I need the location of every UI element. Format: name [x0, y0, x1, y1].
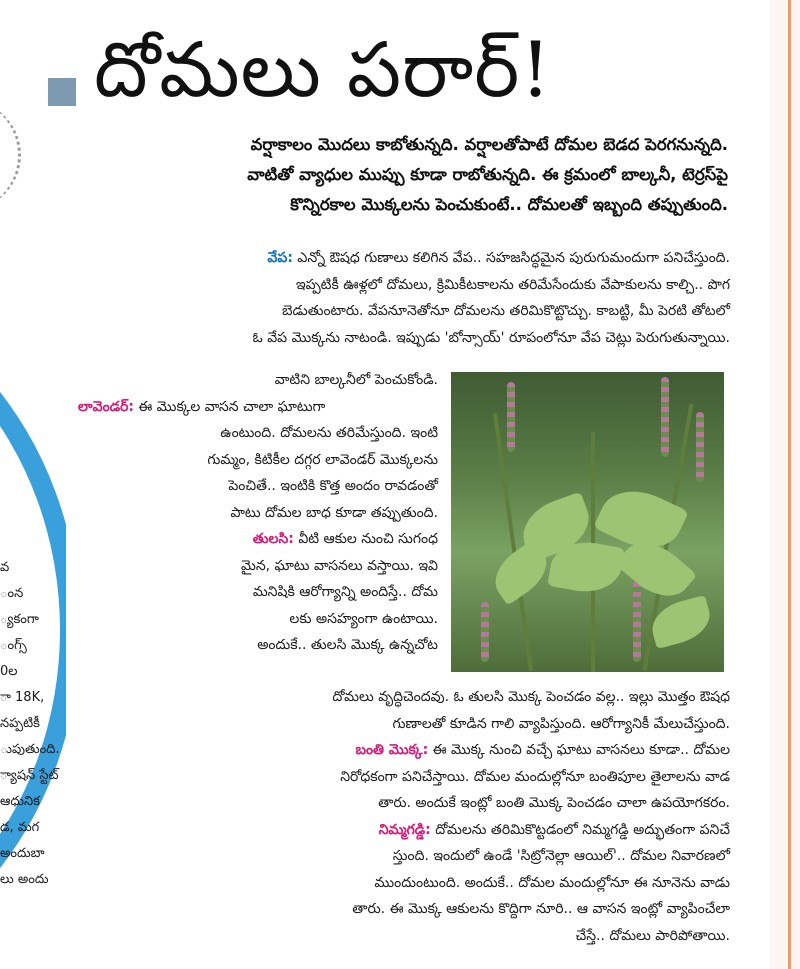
- section-keyword: తులసి:: [252, 531, 294, 547]
- section-line: మైన, ఘాటు వాసనలు వస్తాయి. ఇవి: [241, 557, 438, 574]
- section-line: ఉంటుంది. దోమలను తరిమేస్తుంది. ఇంటి: [220, 425, 438, 441]
- fragment-line: వ: [0, 560, 10, 575]
- section-line: మనిషికి ఆరోగ్యాన్ని అందిస్తే.. దోమ: [252, 584, 438, 600]
- intro-line: వాటితో వ్యాధుల ముప్పు కూడా రాబోతున్నది. ఈ క్రమంలో బాల్కనీ, టెర్రస్‌పై: [247, 165, 728, 184]
- fragment-line: లు అందు: [0, 872, 49, 887]
- fragment-line: ్యాషన్ స్టేట్: [0, 768, 59, 783]
- section-vepa: [70, 245, 730, 351]
- section-line: దోమలు వృద్ధిచెందవు. ఓ తులసి మొక్క పెంచడం వల్ల.. ఇల్లు మొత్తం ఔషధ: [332, 689, 730, 705]
- square-bullet-icon: [48, 78, 76, 106]
- section-line: స్తుంది. ఇందులో ఉండే 'సిట్రోనెల్లా ఆయిల్'.. దోమల నివారణలో: [392, 848, 730, 864]
- dotted-arc-decoration: [0, 100, 21, 210]
- section-keyword: లావెండర్:: [78, 398, 134, 415]
- section-keyword: బంతి మొక్క:: [355, 742, 429, 758]
- section-column-beside-photo: [78, 367, 438, 659]
- accent-rule: [788, 0, 791, 969]
- page-edge-strip: [770, 0, 800, 969]
- section-line: ఇప్పటికీ ఊళ్లలో దోమలు, క్రిమికీటకాలను తరిమేసేందుకు వేపాకులను కాల్చి.. పొగ: [296, 276, 730, 293]
- headline: [42, 18, 762, 128]
- section-keyword: వేప:: [267, 250, 293, 266]
- section-line: పాటు దోమల బాధ కూడా తప్పుతుంది.: [230, 504, 438, 521]
- fragment-line: 0ల: [0, 664, 18, 679]
- intro-line: వర్షాకాలం మొదలు కాబోతున్నది. వర్షాలతోపాటే దోమల బెడద పెరగనున్నది.: [250, 135, 728, 154]
- section-line: ఓ వేప మొక్కను నాటండి. ఇప్పుడు 'బోన్సాయ్' రూపంలోనూ వేప చెట్లు పెరుగుతున్నాయి.: [252, 329, 730, 346]
- tulsi-plant-photo: [451, 372, 724, 672]
- section-line: బెడుతుంటారు. వేపనూనెతోనూ దోమలను తరిమికొట్టొచ్చు. కాబట్టి, మీ పెరటి తోటలో: [282, 303, 730, 319]
- fragment-line: అందుబా: [0, 846, 45, 861]
- fragment-line: ఆధునిక: [0, 794, 40, 809]
- section-line: గుణాలతో కూడిన గాలి వ్యాపిస్తుంది. ఆరోగ్యానికీ మేలుచేస్తుంది.: [392, 715, 730, 732]
- sections-continued: [120, 684, 730, 949]
- section-line: వీటి ఆకుల నుంచి సుగంధ: [293, 531, 438, 547]
- section-line: ముందుంటుంది. అందుకే.. దోమల మందుల్లోనూ ఈ నూనెను వాడు: [374, 874, 730, 891]
- section-keyword: నిమ్మగడ్డి:: [378, 821, 431, 838]
- section-line: దోమలను తరిమికొట్టడంలో నిమ్మగడ్డి అద్భుతంగా పనిచే: [430, 821, 730, 838]
- section-line: వాటిని బాల్కనీలో పెంచుకోండి.: [274, 372, 438, 388]
- section-line: ఈ మొక్కల వాసన చాలా ఘాటుగా: [133, 398, 326, 415]
- fragment-line: డ, మగ: [0, 820, 40, 835]
- fragment-line: ంన: [0, 586, 24, 601]
- section-line: తారు. ఈ మొక్క ఆకులను కొద్దిగా నూరి.. ఆ వాసన ఇంట్లో వ్యాపించేలా: [352, 901, 730, 917]
- fragment-line: ా 18K,: [0, 690, 45, 705]
- section-line: పెంచితే.. ఇంటికి కొత్త అందం రావడంతో: [228, 478, 438, 494]
- fragment-line: ుపుతుంది.: [0, 742, 60, 757]
- section-line: గుమ్మం, కిటికీల దగ్గర లావెండర్ మొక్కలను: [207, 451, 438, 468]
- adjacent-article-fragment: [0, 0, 66, 969]
- intro-paragraph: [80, 130, 728, 220]
- fragment-line: నప్పటికీ: [0, 716, 40, 731]
- section-line: లకు అసహ్యంగా ఉంటాయి.: [289, 610, 438, 627]
- section-line: ఈ మొక్క నుంచి వచ్చే ఘాటు వాసనలు కూడా.. దోమల: [428, 742, 730, 758]
- section-line: ఎన్నో ఔషధ గుణాలు కలిగిన వేప.. సహజసిద్ధమైన పురుగుమందుగా పనిచేస్తుంది.: [292, 250, 730, 266]
- section-line: నిరోధకంగా పనిచేస్తాయి. దోమల మందుల్లోనూ బంతిపూల తైలాలను వాడ: [340, 768, 730, 785]
- fragment-line: ్యకంగా: [0, 612, 39, 627]
- page-title: దోమలు పరార్!: [94, 25, 552, 114]
- fragment-line: ంగ్స్: [0, 638, 27, 653]
- intro-line: కొన్నిరకాల మొక్కలను పెంచుకుంటే.. దోమలతో ఇబ్బంది తప్పుతుంది.: [290, 195, 728, 214]
- section-line: అందుకే.. తులసి మొక్క ఉన్నచోట: [257, 637, 438, 653]
- adjacent-article-text: [0, 555, 66, 893]
- section-line: తారు. అందుకే ఇంట్లో బంతి మొక్క పెంచడం చాలా ఉపయోగకరం.: [378, 795, 730, 811]
- section-line: చేస్తే.. దోమలు పారిపోతాయి.: [575, 927, 730, 944]
